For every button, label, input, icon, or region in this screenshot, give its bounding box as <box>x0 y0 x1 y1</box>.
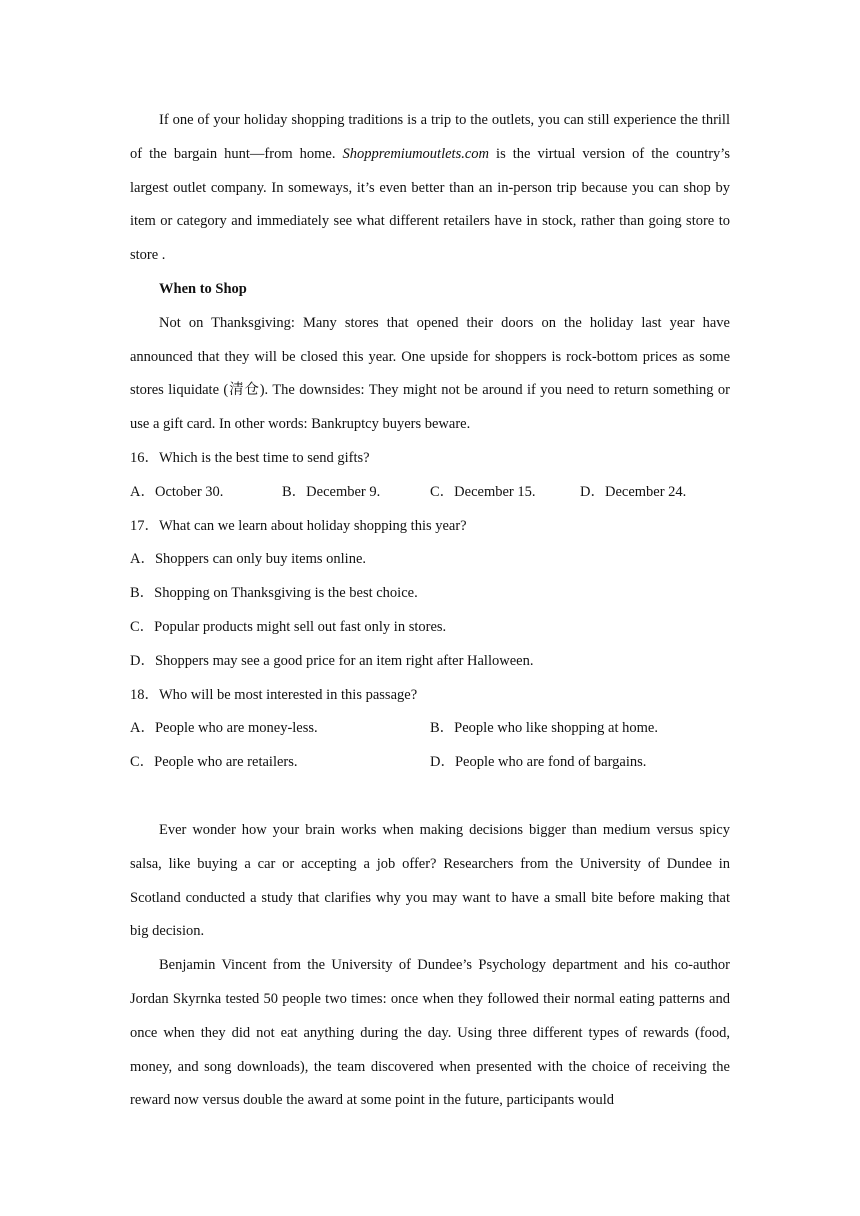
website-name: Shoppremiumoutlets.com <box>342 145 489 162</box>
option-d: D．Shoppers may see a good price for an item right after Halloween. <box>130 652 534 669</box>
option-a: A．October 30. <box>130 483 224 500</box>
section-gap <box>130 780 730 814</box>
option-b: B．Shopping on Thanksgiving is the best choice. <box>130 585 418 602</box>
section-heading: When to Shop <box>159 280 247 297</box>
option-c: C．People who are retailers. <box>130 754 298 771</box>
option-a: A．Shoppers can only buy items online. <box>130 551 367 568</box>
option-a: A．People who are money-less. <box>130 720 318 737</box>
option-d: D．People who are fond of bargains. <box>430 754 647 771</box>
option-b: B．December 9. <box>282 483 381 500</box>
option-c: C．Popular products might sell out fast only in stores. <box>130 618 447 635</box>
passage1-paragraph2: Not on Thanksgiving: Many stores that opened their doors on the holiday last year have announced that they will be closed this year. One upside for shoppers is rock-bottom prices as some stores liquidate (清仓). The downsides: They might not be around if you need to return something or use a gift card. In other words: Bankruptcy buyers beware. <box>130 314 730 433</box>
question-16-stem: 16．Which is the best time to send gifts? <box>130 449 370 466</box>
question-18-stem: 18．Who will be most interested in this passage? <box>130 686 418 703</box>
option-c: C．December 15. <box>430 483 536 500</box>
passage2-paragraph2: Benjamin Vincent from the University of Dundee’s Psychology department and his co-author Jordan Skyrnka tested 50 people two times: once when they followed their normal eating patterns and once when they did not eat anything during the day. Using three different types of rewards (food, money, and song downloads), the team discovered when presented with the choice of receiving the reward now versus double the award at some point in the future, participants would <box>130 957 730 1109</box>
question-18-options-row2 <box>130 746 730 780</box>
question-16-options <box>130 476 730 510</box>
passage1-paragraph1: If one of your holiday shopping traditions is a trip to the outlets, you can still experience the thrill of the bargain hunt—from home. Shoppremiumoutlets.com is the virtual version of the country’s largest outlet company. In someways, it’s even better than an in-person trip because you can shop by item or category and immediately see what different retailers have in stock, rather than going store to store . <box>130 112 730 264</box>
option-b: B．People who like shopping at home. <box>430 720 658 737</box>
question-18-options-row1 <box>130 712 730 746</box>
option-d: D．December 24. <box>580 483 687 500</box>
passage2-paragraph1: Ever wonder how your brain works when making decisions bigger than medium versus spicy salsa, like buying a car or accepting a job offer? Researchers from the University of Dundee in Scotland conducted a study that clarifies why you may want to have a small bite before making that big decision. <box>130 821 730 940</box>
question-17-stem: 17．What can we learn about holiday shopping this year? <box>130 517 467 534</box>
